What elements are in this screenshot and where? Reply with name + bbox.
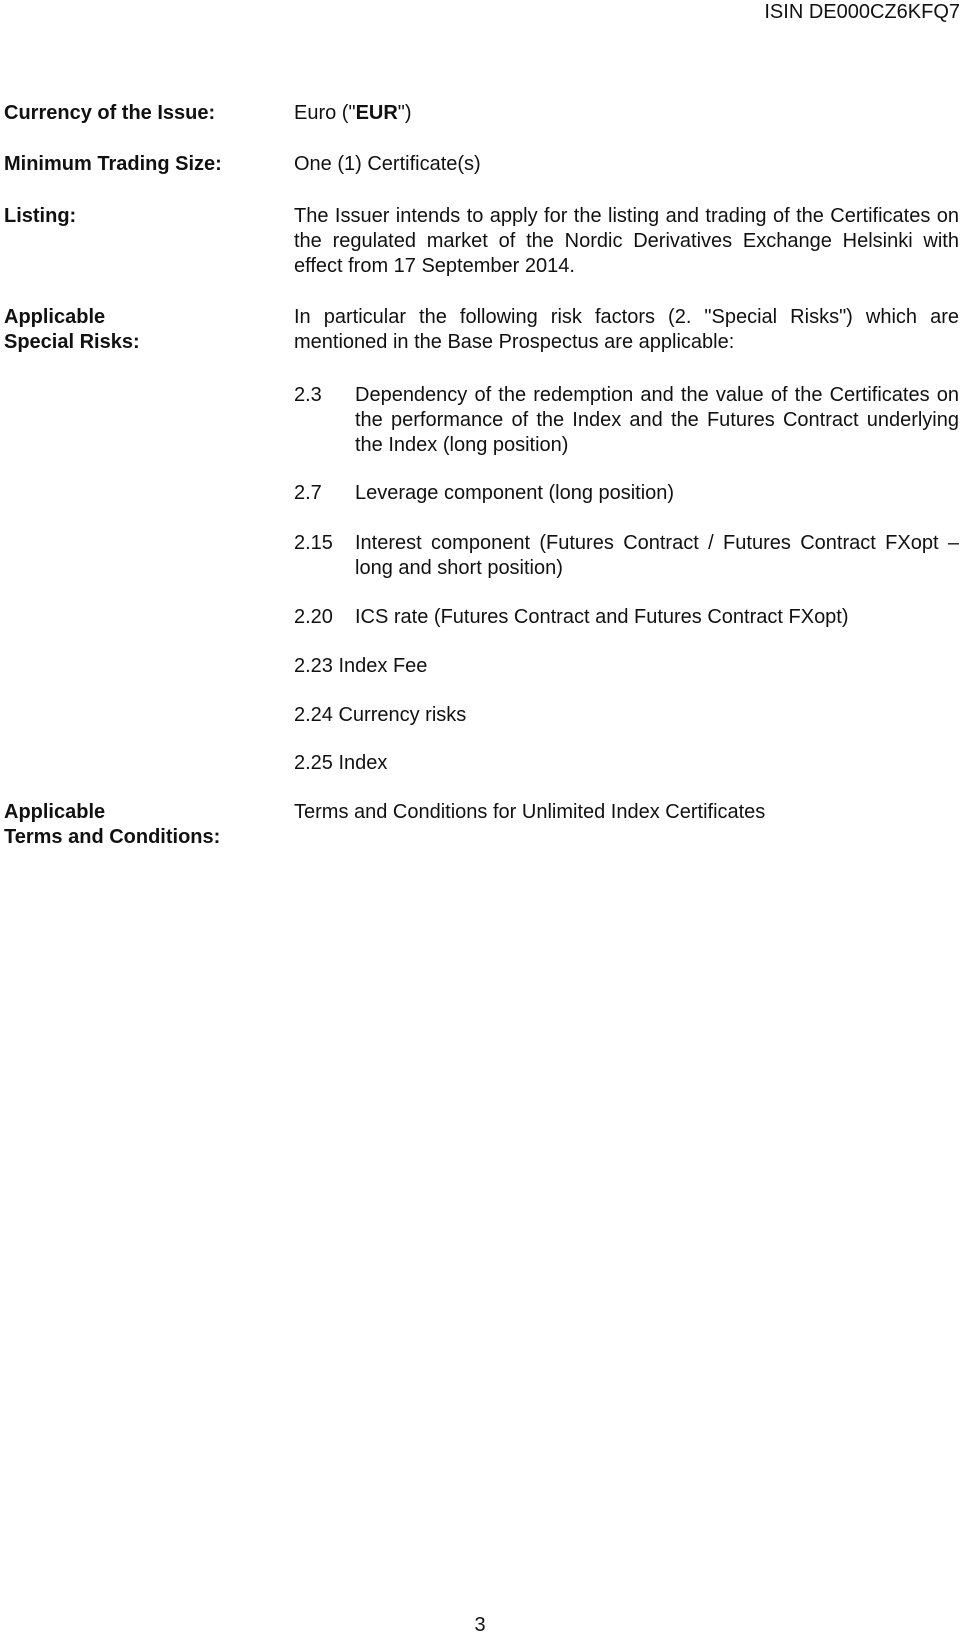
terms-and-conditions-label-line2: Terms and Conditions: bbox=[4, 826, 221, 848]
listing-value: The Issuer intends to apply for the listing and trading of the Certificates on the regulated market of the Nordic Derivatives Exchange Helsinki with effect from 17 September 2014. bbox=[294, 205, 959, 277]
currency-value bbox=[294, 101, 959, 126]
minimum-trading-size-value: One (1) Certificate(s) bbox=[294, 153, 481, 175]
terms-and-conditions-label bbox=[4, 800, 264, 850]
terms-and-conditions-label-line1: Applicable bbox=[4, 801, 106, 823]
risk-item-number: 2.20 bbox=[294, 606, 333, 628]
risk-item-text: ICS rate (Futures Contract and Futures Contract FXopt) bbox=[355, 606, 849, 628]
page-number: 3 bbox=[474, 1614, 486, 1636]
currency-value-suffix: ") bbox=[397, 102, 412, 124]
special-risks-label-line1: Applicable bbox=[4, 306, 106, 328]
risk-item-text: Leverage component (long position) bbox=[355, 482, 675, 504]
risk-item-text: 2.23 Index Fee bbox=[294, 655, 428, 677]
special-risks-label bbox=[4, 305, 264, 355]
risk-item-text: Interest component (Futures Contract / Futures Contract FXopt – long and short position) bbox=[355, 532, 959, 579]
currency-value-prefix: Euro (" bbox=[294, 102, 356, 124]
listing-label: Listing: bbox=[4, 205, 77, 227]
special-risks-intro: In particular the following risk factors (2. "Special Risks") which are mentioned in the Base Prospectus are applicable: bbox=[294, 306, 959, 353]
isin-header: ISIN DE000CZ6KFQ7 bbox=[764, 1, 960, 23]
risk-item-number: 2.15 bbox=[294, 532, 333, 554]
risk-item-number: 2.7 bbox=[294, 482, 322, 504]
currency-label: Currency of the Issue: bbox=[4, 102, 216, 124]
risk-item-text: 2.24 Currency risks bbox=[294, 704, 467, 726]
currency-code: EUR bbox=[355, 102, 398, 124]
minimum-trading-size-label: Minimum Trading Size: bbox=[4, 153, 222, 175]
risk-item-text: Dependency of the redemption and the value of the Certificates on the performance of the Index and the Futures Contract underlying the Index (long position) bbox=[355, 384, 959, 456]
special-risks-label-line2: Special Risks: bbox=[4, 331, 140, 353]
risk-item-text: 2.25 Index bbox=[294, 752, 388, 774]
terms-and-conditions-value: Terms and Conditions for Unlimited Index Certificates bbox=[294, 801, 766, 823]
risk-item-number: 2.3 bbox=[294, 384, 322, 406]
